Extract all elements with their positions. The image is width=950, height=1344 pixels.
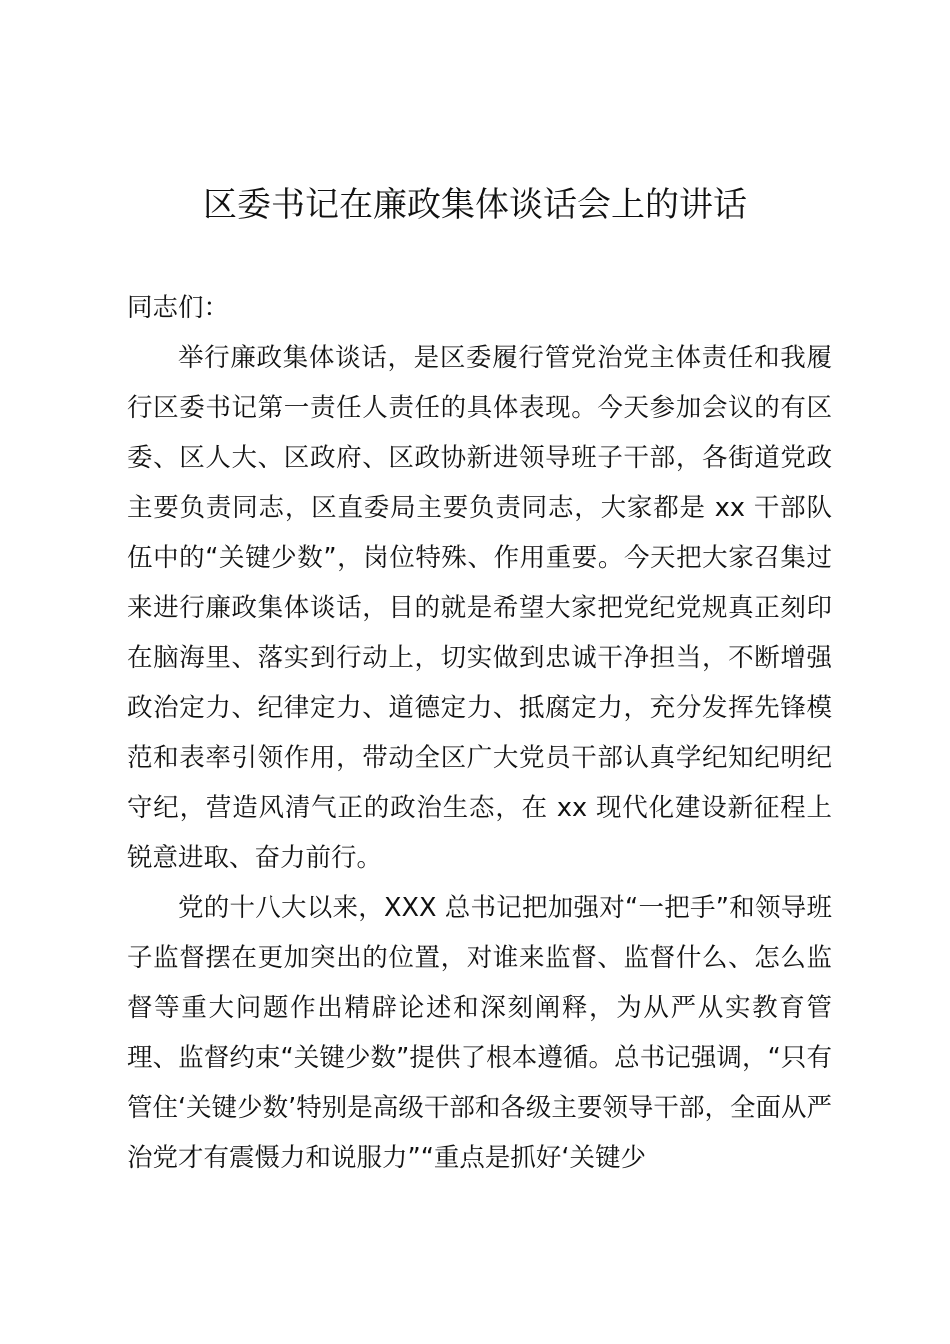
document-title: 区委书记在廉政集体谈话会上的讲话	[203, 185, 747, 225]
paragraph: 党的十八大以来，XXX 总书记把加强对“一把手”和领导班子监督摆在更加突出的位置，对谁来监督、监督什么、怎么监督等重大问题作出精辟论述和深刻阐释，为从严从实教育管理、监督约束“关键少数”提供了根本遵循。总书记强调，“只有管住‘关键少数’特别是高级干部和各级主要领导干部，全面从严治党才有震慑力和说服力”“重点是抓好‘关键少	[127, 893, 832, 1173]
salutation: 同志们：	[127, 293, 230, 323]
document-body	[127, 283, 832, 1183]
paragraph: 举行廉政集体谈话，是区委履行管党治党主体责任和我履行区委书记第一责任人责任的具体表现。今天参加会议的有区委、区人大、区政府、区政协新进领导班子干部，各街道党政主要负责同志，区直委局主要负责同志，大家都是 xx 干部队伍中的“关键少数”，岗位特殊、作用重要。今天把大家召集过来进行廉政集体谈话，目的就是希望大家把党纪党规真正刻印在脑海里、落实到行动上，切实做到忠诚干净担当，不断增强政治定力、纪律定力、道德定力、抵腐定力，充分发挥先锋模范和表率引领作用，带动全区广大党员干部认真学纪知纪明纪守纪，营造风清气正的政治生态，在 xx 现代化建设新征程上锐意进取、奋力前行。	[127, 343, 832, 873]
